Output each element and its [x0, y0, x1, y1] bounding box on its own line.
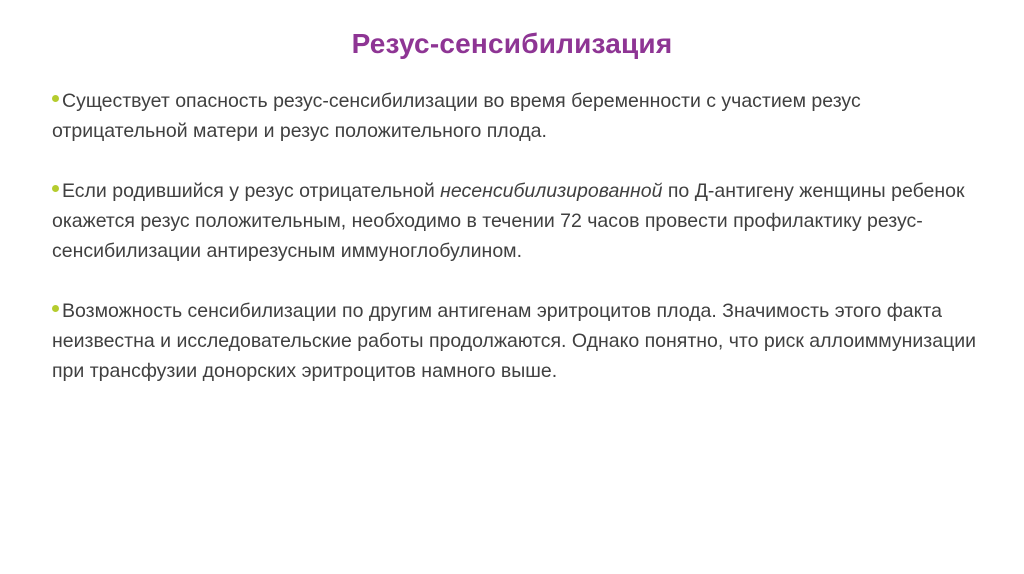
bullet-text-emphasis: несенсибилизированной: [440, 180, 663, 202]
bullet-item: [52, 176, 992, 266]
bullet-item: [52, 86, 992, 146]
bullet-text-after: по Д-антигену женщины ребенок окажется резус положительным, необходимо в течении 72 часов провести профилактику резус-сенсибилизации антирезусным иммуноглобулином.: [52, 180, 965, 262]
bullet-text: Существует опасность резус-сенсибилизации во время беременности с участием резус отрицательной матери и резус положительного плода.: [52, 90, 861, 142]
bullet-dot-icon: [52, 305, 59, 312]
slide-title: Резус-сенсибилизация: [351, 28, 673, 59]
bullet-dot-icon: [52, 95, 59, 102]
bullet-list: [52, 86, 992, 416]
bullet-dot-icon: [52, 185, 59, 192]
bullet-text-before: Если родившийся у резус отрицательной: [62, 180, 441, 202]
bullet-text: Возможность сенсибилизации по другим антигенам эритроцитов плода. Значимость этого факта неизвестна и исследовательские работы продолжаются. Однако понятно, что риск аллоиммунизации при трансфузии донорских эритроцитов намного выше.: [52, 300, 977, 382]
bullet-item: [52, 296, 992, 386]
